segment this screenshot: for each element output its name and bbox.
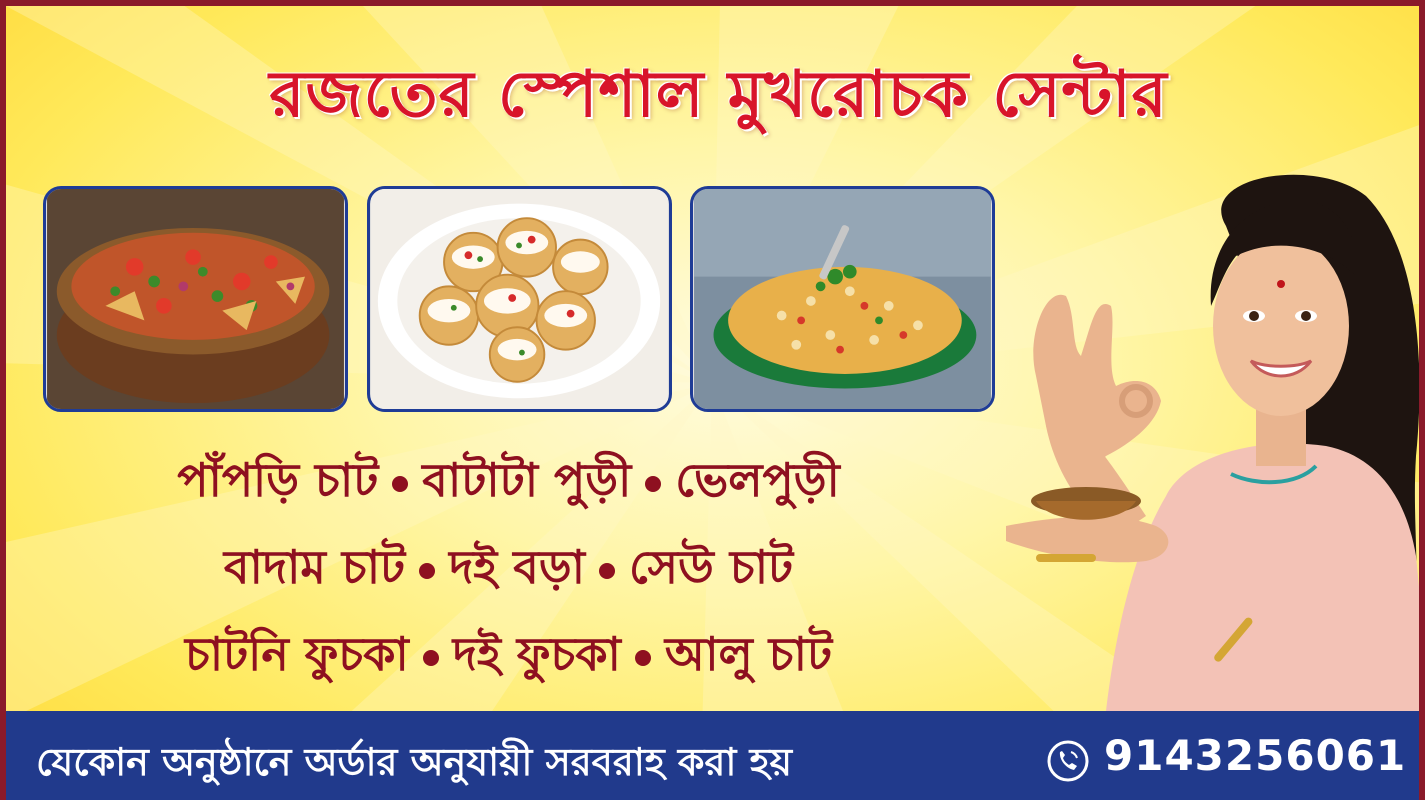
batata-puri-photo xyxy=(367,186,672,412)
footer-bar xyxy=(6,711,1425,800)
woman-model-image xyxy=(996,156,1425,711)
bullet-icon xyxy=(423,650,439,666)
menu-item: সেউ চাট xyxy=(629,540,794,594)
menu-item: পাঁপড়ি চাট xyxy=(177,453,379,507)
bullet-icon xyxy=(392,476,408,492)
menu-item: বাটাটা পুড়ী xyxy=(422,453,632,507)
menu-row-3 xyxy=(36,620,981,696)
bhelpuri-photo xyxy=(690,186,995,412)
menu-row-1 xyxy=(36,446,981,522)
phone-icon xyxy=(1046,739,1090,783)
bullet-icon xyxy=(419,563,435,579)
menu-item: আলু চাট xyxy=(664,627,833,681)
footer-tagline: যেকোন অনুষ্ঠানে অর্ডার অনুযায়ী সরবরাহ করা হয় xyxy=(36,740,793,784)
bullet-icon xyxy=(599,563,615,579)
menu-item: চাটনি ফুচকা xyxy=(184,627,409,681)
shop-title: রজতের স্পেশাল মুখরোচক সেন্টার xyxy=(269,57,1168,132)
bullet-icon xyxy=(645,476,661,492)
menu-row-2 xyxy=(36,533,981,609)
menu-item: বাদাম চাট xyxy=(223,540,406,594)
phone-number[interactable]: 9143256061 xyxy=(1104,731,1407,780)
papri-chaat-photo xyxy=(43,186,348,412)
menu-item: দই বড়া xyxy=(449,540,585,594)
bullet-icon xyxy=(635,650,651,666)
menu-item: ভেলপুড়ী xyxy=(675,453,840,507)
menu-item: দই ফুচকা xyxy=(452,627,621,681)
